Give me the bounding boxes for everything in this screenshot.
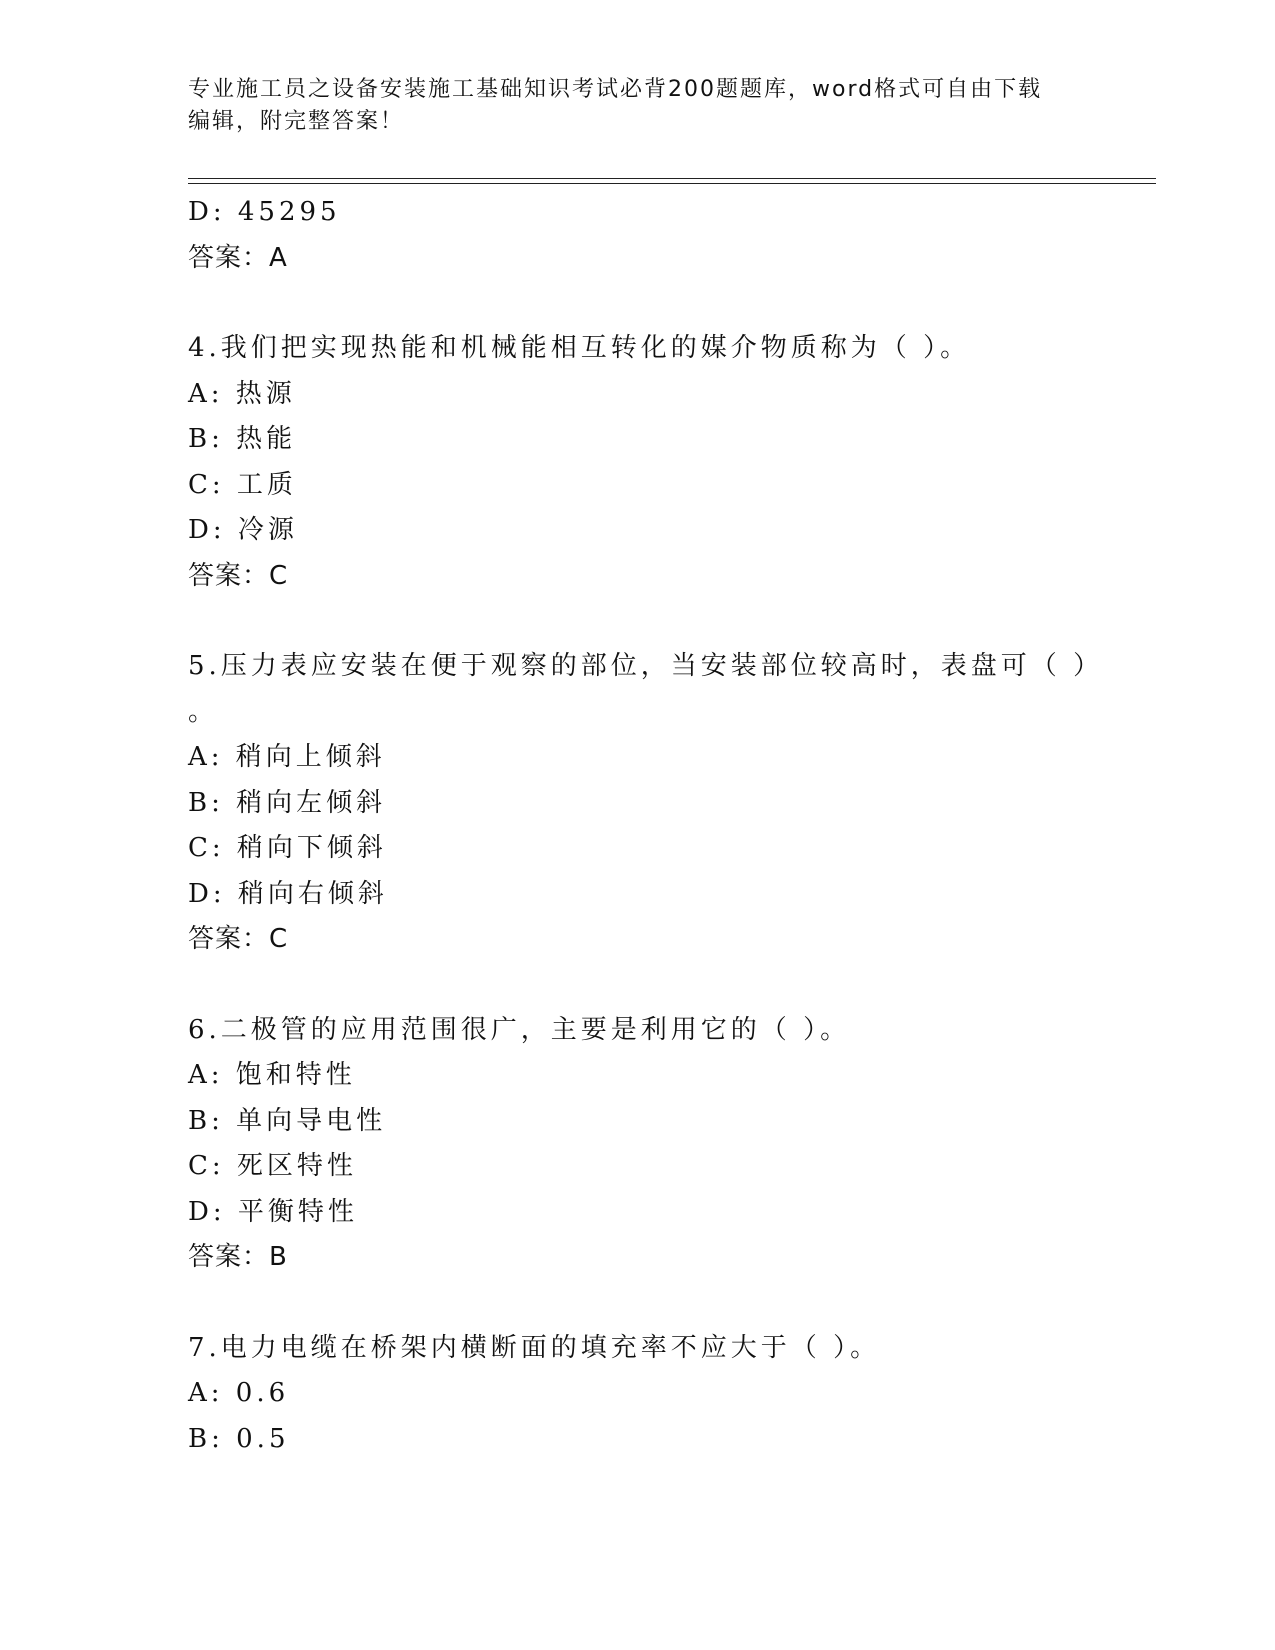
q5-stem: 5.压力表应安装在便于观察的部位，当安装部位较高时，表盘可（ ）: [188, 651, 1104, 681]
q4-option-d: D: 冷源: [188, 515, 298, 545]
q4-option-b: B: 热能: [188, 424, 297, 454]
q4-answer: 答案：C: [188, 560, 289, 591]
question-list: [188, 190, 1104, 1462]
q5-option-c: C: 稍向下倾斜: [188, 833, 387, 863]
header-line-1: 专业施工员之设备安装施工基础知识考试必背200题题库，word格式可自由下载: [188, 77, 1043, 102]
header-rule-top: [188, 178, 1156, 179]
q5-option-a: A: 稍向上倾斜: [188, 742, 386, 772]
q3-answer: 答案：A: [188, 242, 288, 273]
header-rule-bottom: [188, 183, 1156, 184]
q6-option-d: D: 平衡特性: [188, 1196, 358, 1227]
q4-stem: 4.我们把实现热能和机械能相互转化的媒介物质称为（ ）。: [188, 333, 971, 363]
q6-option-c: C: 死区特性: [188, 1151, 357, 1181]
q7-option-a: A: 0.6: [188, 1378, 290, 1408]
q6-option-a: A: 饱和特性: [188, 1060, 356, 1090]
q4-option-a: A: 热源: [188, 378, 296, 409]
q7-stem: 7.电力电缆在桥架内横断面的填充率不应大于（ ）。: [188, 1332, 881, 1363]
q7-option-b: B: 0.5: [188, 1423, 290, 1454]
q5-option-b: B: 稍向左倾斜: [188, 787, 387, 818]
q4-option-c: C: 工质: [188, 469, 297, 500]
q5-answer: 答案：C: [188, 924, 289, 954]
q6-answer: 答案：B: [188, 1242, 288, 1272]
document-header: [188, 74, 1088, 138]
q5-stem-continuation: 。: [188, 696, 215, 727]
header-line-2: 编辑，附完整答案！: [188, 109, 405, 134]
q5-option-d: D: 稍向右倾斜: [188, 878, 388, 909]
q6-stem: 6.二极管的应用范围很广，主要是利用它的（ ）。: [188, 1014, 851, 1045]
q3-option-d: D: 45295: [188, 197, 341, 227]
q6-option-b: B: 单向导电性: [188, 1105, 387, 1136]
